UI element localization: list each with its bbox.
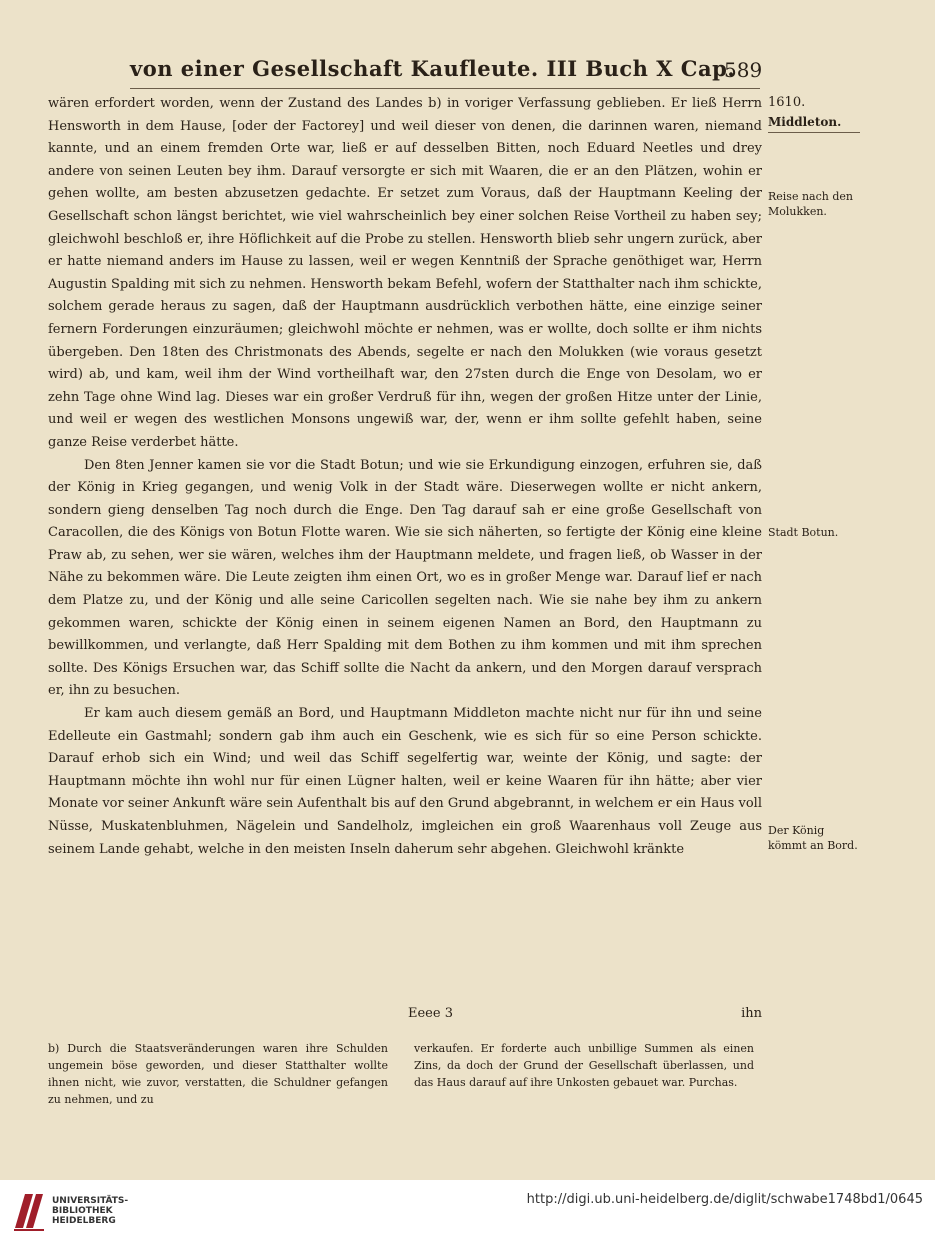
margin-note-moluccas: Reise nach den Molukken. xyxy=(768,190,853,218)
catchline xyxy=(48,1006,762,1028)
margin-note-king-on-board: Der König kömmt an Bord. xyxy=(768,824,858,852)
main-text xyxy=(48,93,762,861)
page-number: 589 xyxy=(724,58,763,82)
library-name: UNIVERSITÄTS- BIBLIOTHEK HEIDELBERG xyxy=(52,1196,129,1226)
paragraph-3: Er kam auch diesem gemäß an Bord, und Hauptmann Middleton machte nicht nur für ihn und seine Edelleute ein Gastmahl; sondern gab ihm auch ein Geschenk, wie es sich für so eine Person schickte. Darauf erhob sich ein Wind; und weil das Schiff segelfertig war, weinte der König, und sagte: der Hauptmann möchte ihn wohl nur für einen Lügner halten, weil er keine Waaren für ihn hätte; aber vier Monate vor seiner Ankunft wäre sein Aufenthalt bis auf den Grund abgebrannt, in welchem er ein Haus voll Nüsse, Muskatenbluhmen, Nägelein und Sandelholz, imgleichen ein groß Waarenhaus voll Zeuge aus seinem Lande gehabt, welche in den meisten Inseln daherum sehr abgehen. Gleichwohl kränkte xyxy=(48,706,762,857)
signature-mark: Eeee 3 xyxy=(408,1006,453,1021)
page-header xyxy=(0,52,935,88)
catchword: ihn xyxy=(741,1006,762,1021)
university-library-logo-icon xyxy=(12,1188,46,1232)
margin-note-year: 1610. xyxy=(768,95,806,110)
paragraph-2: Den 8ten Jenner kamen sie vor die Stadt Botun; und wie sie Erkundigung einzogen, erfuhren sie, daß der König in Krieg gegangen, und wenig Volk in der Stadt wäre. Dieserwegen wollte er nicht ankern, sondern gieng denselben Tag noch durch die Enge. Den Tag darauf sah er eine große Gesellschaft von Caracollen, die des Königs von Botun Flotte waren. Wie sie sich näherten, so fertigte der König eine kleine Praw ab, zu sehen, wer sie wären, welches ihm der Hauptmann meldete, und fragen ließ, ob Wasser in der Nähe zu bekommen wäre. Die Leute zeigten ihm einen Ort, wo es in großer Menge war. Darauf lief er nach dem Platze zu, und der König und alle seine Caricollen segelten nach. Wie sie nahe bey ihm zu ankern gekommen waren, schickte der König einen in seinem eigenen Namen an Bord, den Hauptmann zu bewillkommen, und verlangte, daß Herr Spalding mit dem Bothen zu ihm kommen und mit ihm sprechen sollte. Des Königs Ersuchen war, das Schiff sollte die Nacht da ankern, und den Morgen darauf versprach er, ihn zu besuchen. xyxy=(48,457,762,699)
footnote-left-column: b) Durch die Staatsveränderungen waren ihre Schulden ungemein böse geworden, und dieser Statthalter wollte ihnen nicht, wie zuvor, verstatten, die Schuldner gefangen zu nehmen, und zu xyxy=(48,1042,388,1106)
margin-note-name: Middleton. xyxy=(768,115,860,133)
paragraph-1: wären erfordert worden, wenn der Zustand des Landes b) in voriger Verfassung geblieben. Er ließ Herrn Hensworth in dem Hause, [oder der Factorey] und weil dieser von denen, die darinnen waren, niemand kannte, und an einem fremden Orte war, ließ er auf desselben Bitten, noch Eduard Neetles und drey andere von seinen Leuten bey ihm. Darauf versorgte er sich mit Waaren, die er an den Plätzen, wohin er gehen wollte, am besten abzusetzen gedachte. Er setzet zum Voraus, daß der Hauptmann Keeling der Gesellschaft schon längst berichtet, wie viel wahrscheinlich bey einer solchen Reise Vortheil zu haben sey; gleichwohl beschloß er, ihre Höflichkeit auf die Probe zu stellen. Hensworth blieb sehr ungern zurück, aber er hatte niemand anders im Hause zu lassen, weil er wegen Kenntniß der Sprache genöthiget war, Herrn Augustin Spalding mit sich zu nehmen. Hensworth bekam Befehl, wofern der Statthalter nach ihm schickte, solchem gerade heraus zu sagen, daß der Hauptmann ausdrücklich verbothen hätte, eine einzige seiner fernern Forderungen einzuräumen; gleichwohl möchte er nehmen, was er wollte, doch sollte er ihm nichts übergeben. Den 18ten des Christmonats des Abends, segelte er nach den Molukken (wie voraus gesetzt wird) ab, und kam, weil ihm der Wind vortheilhaft war, den 27sten durch die Enge von Desolam, wo er zehn Tage ohne Wind lag. Dieses war ein großer Verdruß für ihn, wegen der großen Hitze unter der Linie, und weil er wegen des westlichen Monsons ungewiß war, der, wenn er ihm sollte gefehlt haben, seine ganze Reise verderbet hätte. xyxy=(48,96,762,450)
header-rule xyxy=(130,88,760,89)
source-url[interactable]: http://digi.ub.uni-heidelberg.de/diglit/schwabe1748bd1/0645 xyxy=(526,1192,923,1207)
margin-note-botun: Stadt Botun. xyxy=(768,526,839,539)
running-title: von einer Gesellschaft Kaufleute. III Buch X Cap. xyxy=(130,56,736,81)
digitization-footer xyxy=(0,1180,935,1247)
footnote-right-column: verkaufen. Er forderte auch unbillige Summen als einen Zins, da doch der Grund der Gesellschaft überlassen, und das Haus darauf auf ihre Unkosten gebauet war. Purchas. xyxy=(414,1042,754,1089)
